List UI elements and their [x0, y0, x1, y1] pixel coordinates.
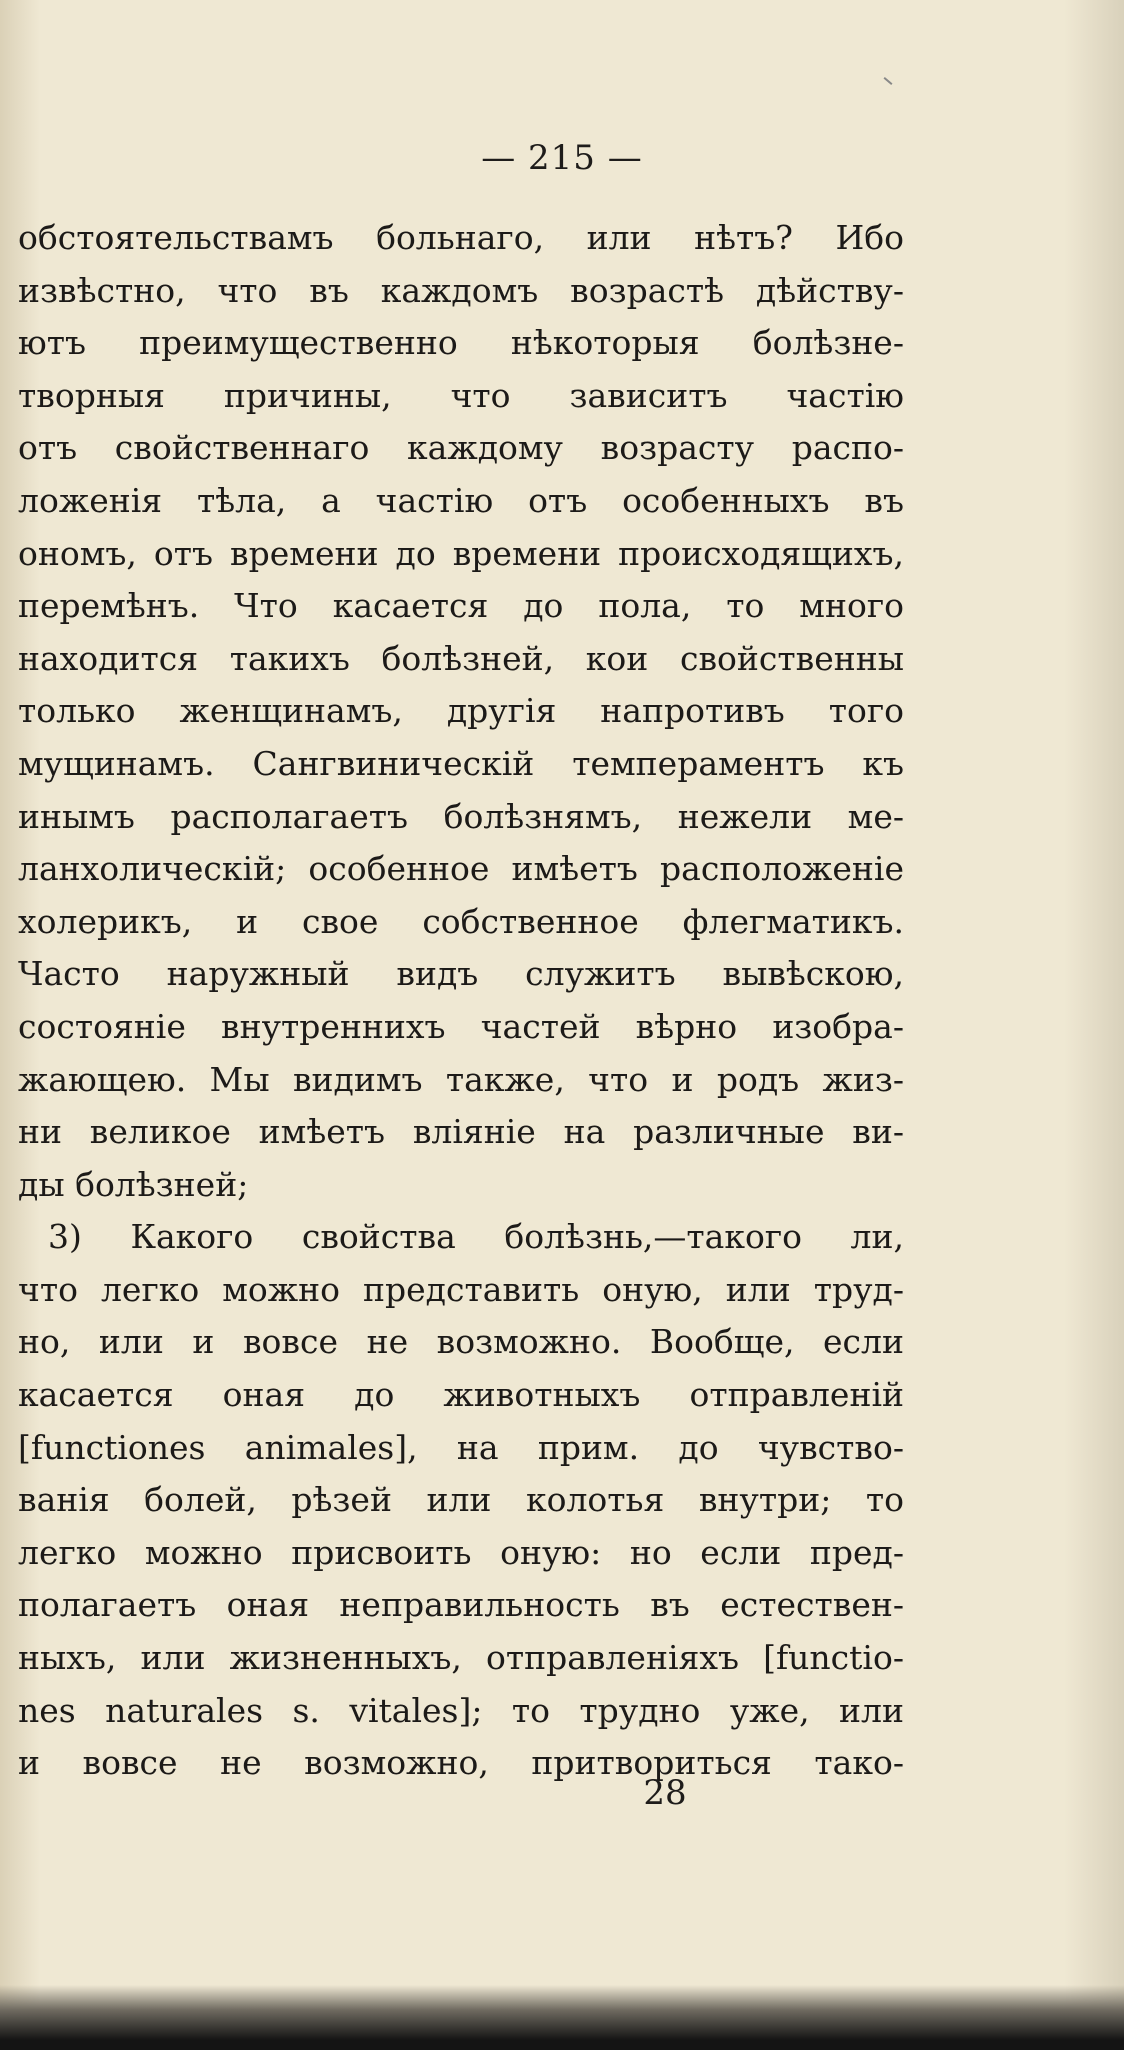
text-line: ныхъ, или жизненныхъ, отправленіяхъ [functio-: [18, 1638, 904, 1678]
text-line: ни великое имѣетъ вліяніе на различные ви-: [18, 1112, 904, 1152]
text-line: извѣстно, что въ каждомъ возрастѣ дѣйству-: [18, 270, 904, 310]
text-line: отъ свойственнаго каждому возрасту распо-: [18, 428, 904, 468]
text-line: ютъ преимущественно нѣкоторыя болѣзне-: [18, 323, 904, 363]
signature-mark: 28: [643, 1773, 687, 1813]
text-line: но, или и вовсе не возможно. Вообще, если: [18, 1322, 904, 1362]
text-line: Часто наружный видъ служитъ вывѣскою,: [18, 954, 904, 994]
text-line: перемѣнъ. Что касается до пола, то много: [18, 586, 904, 626]
text-line: ванія болей, рѣзей или колотья внутри; то: [18, 1480, 904, 1520]
text-line: инымъ располагаетъ болѣзнямъ, нежели ме-: [18, 796, 904, 836]
text-line: полагаетъ оная неправильность въ естествен-: [18, 1585, 904, 1625]
text-line: только женщинамъ, другія напротивъ того: [18, 691, 904, 731]
text-line: что легко можно представить оную, или труд-: [18, 1269, 904, 1309]
text-line: мущинамъ. Сангвиническій темпераментъ къ: [18, 743, 904, 783]
text-line: обстоятельствамъ больнаго, или нѣтъ? Ибо: [18, 218, 904, 257]
text-line: и вовсе не возможно, притвориться тако-: [18, 1743, 904, 1783]
text-line: ономъ, отъ времени до времени происходящихъ,: [18, 533, 904, 573]
text-line: легко можно присвоить оную: но если пред-: [18, 1532, 904, 1572]
text-line: находится такихъ болѣзней, кои свойственны: [18, 638, 904, 678]
text-line: 3) Какого свойства болѣзнь,—такого ли,: [48, 1217, 904, 1257]
text-line: жающею. Мы видимъ также, что и родъ жиз-: [18, 1059, 904, 1099]
text-line: ды болѣзней;: [18, 1164, 249, 1204]
text-line: [functiones animales], на прим. до чувство-: [18, 1427, 904, 1467]
text-line: касается оная до животныхъ отправленій: [18, 1375, 904, 1415]
text-line: ланхолическій; особенное имѣетъ расположеніе: [18, 849, 904, 889]
text-line: холерикъ, и свое собственное флегматикъ.: [18, 901, 904, 941]
page-edge-shadow: [0, 1985, 1124, 2050]
text-line: состояніе внутреннихъ частей вѣрно изобра-: [18, 1006, 904, 1046]
text-line: ложенія тѣла, а частію отъ особенныхъ въ: [18, 480, 904, 520]
stray-mark: [884, 77, 893, 85]
page-number-header: — 215 —: [481, 138, 643, 178]
text-line: творныя причины, что зависитъ частію: [18, 375, 904, 415]
body-text: [18, 212, 904, 1790]
text-line: nes naturales s. vitales]; то трудно уже, или: [18, 1690, 904, 1730]
